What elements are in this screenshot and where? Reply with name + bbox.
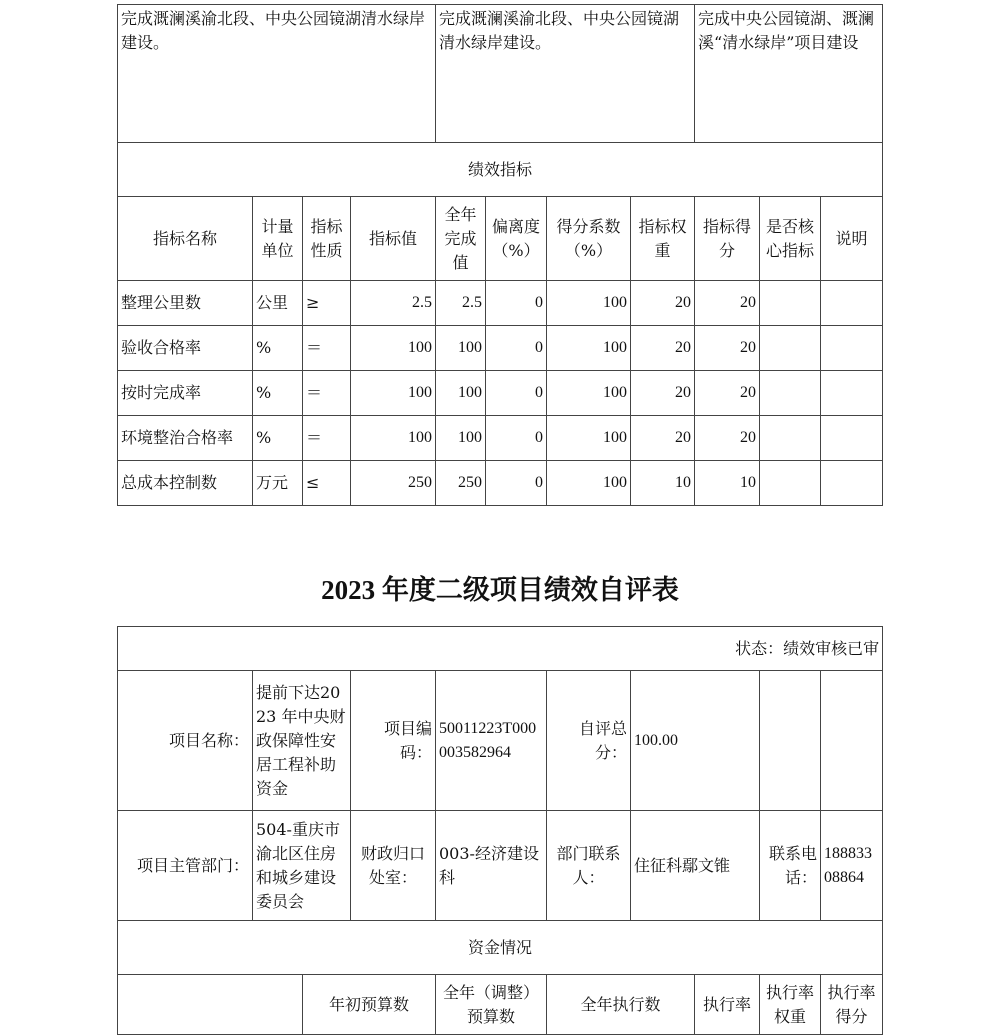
indicator-core — [760, 281, 821, 326]
indicator-coef: 100 — [547, 281, 631, 326]
indicator-nature: ＝ — [303, 416, 351, 461]
indicator-deviation: 0 — [486, 461, 547, 506]
table-row — [118, 326, 883, 371]
indicator-note — [821, 371, 883, 416]
dept-value: 504-重庆市渝北区住房和城乡建设委员会 — [253, 811, 351, 921]
indicator-core — [760, 326, 821, 371]
indicator-target: 100 — [351, 326, 436, 371]
finance-value: 003-经济建设科 — [436, 811, 547, 921]
table-row — [118, 281, 883, 326]
indicator-deviation: 0 — [486, 326, 547, 371]
indicator-note — [821, 281, 883, 326]
indicator-score: 10 — [695, 461, 760, 506]
project-code: 50011223T000003582964 — [436, 671, 547, 811]
funds-header-adjusted-budget: 全年（调整）预算数 — [436, 975, 547, 1035]
indicator-name: 总成本控制数 — [118, 461, 253, 506]
header-coef: 得分系数（%） — [547, 197, 631, 281]
indicator-unit: 公里 — [253, 281, 303, 326]
empty-cell — [760, 671, 821, 811]
contact-label: 部门联系人： — [547, 811, 631, 921]
header-deviation: 偏离度（%） — [486, 197, 547, 281]
funds-header-executed: 全年执行数 — [547, 975, 695, 1035]
funds-header-row — [118, 975, 883, 1035]
indicator-note — [821, 326, 883, 371]
indicator-actual: 2.5 — [436, 281, 486, 326]
indicator-unit: % — [253, 371, 303, 416]
phone-value: 18883308864 — [821, 811, 883, 921]
project-code-label: 项目编码： — [351, 671, 436, 811]
self-score: 100.00 — [631, 671, 760, 811]
finance-label: 财政归口处室： — [351, 811, 436, 921]
indicator-nature: ≥ — [303, 281, 351, 326]
table-row — [118, 461, 883, 506]
indicator-core — [760, 416, 821, 461]
project-name: 提前下达2023 年中央财政保障性安居工程补助资金 — [253, 671, 351, 811]
indicator-unit: 万元 — [253, 461, 303, 506]
indicator-core — [760, 461, 821, 506]
status-row — [118, 627, 883, 671]
indicator-weight: 20 — [631, 281, 695, 326]
status-text: 状态：绩效审核已审 — [118, 627, 883, 671]
indicator-name: 环境整治合格率 — [118, 416, 253, 461]
header-target: 指标值 — [351, 197, 436, 281]
self-score-label: 自评总分： — [547, 671, 631, 811]
funds-header-exec-weight: 执行率权重 — [760, 975, 821, 1035]
indicator-name: 整理公里数 — [118, 281, 253, 326]
document-title: 2023 年度二级项目绩效自评表 — [321, 575, 679, 605]
department-row — [118, 811, 883, 921]
indicator-actual: 100 — [436, 371, 486, 416]
header-score: 指标得分 — [695, 197, 760, 281]
dept-label: 项目主管部门： — [118, 811, 253, 921]
indicator-nature: ≤ — [303, 461, 351, 506]
section-title-row — [118, 143, 883, 197]
project-self-evaluation-table — [117, 626, 883, 1035]
header-unit: 计量单位 — [253, 197, 303, 281]
indicator-nature: ＝ — [303, 371, 351, 416]
project-info-row — [118, 671, 883, 811]
indicator-coef: 100 — [547, 416, 631, 461]
table-row — [118, 416, 883, 461]
indicator-deviation: 0 — [486, 371, 547, 416]
header-weight: 指标权重 — [631, 197, 695, 281]
indicator-note — [821, 461, 883, 506]
indicator-score: 20 — [695, 416, 760, 461]
indicator-name: 按时完成率 — [118, 371, 253, 416]
table-row — [118, 371, 883, 416]
header-actual: 全年完成值 — [436, 197, 486, 281]
indicator-score: 20 — [695, 281, 760, 326]
empty-cell — [821, 671, 883, 811]
indicator-score: 20 — [695, 326, 760, 371]
funds-header-exec-score: 执行率得分 — [821, 975, 883, 1035]
indicator-weight: 20 — [631, 416, 695, 461]
header-indicator-name: 指标名称 — [118, 197, 253, 281]
indicator-weight: 20 — [631, 371, 695, 416]
indicator-weight: 20 — [631, 326, 695, 371]
indicator-actual: 250 — [436, 461, 486, 506]
indicator-deviation: 0 — [486, 281, 547, 326]
indicator-target: 100 — [351, 371, 436, 416]
indicator-core — [760, 371, 821, 416]
indicator-actual: 100 — [436, 416, 486, 461]
header-note: 说明 — [821, 197, 883, 281]
header-row — [118, 197, 883, 281]
indicator-target: 2.5 — [351, 281, 436, 326]
indicator-score: 20 — [695, 371, 760, 416]
funds-title-row — [118, 921, 883, 975]
indicator-unit: % — [253, 326, 303, 371]
goal-text-2: 完成溉澜溪渝北段、中央公园镜湖清水绿岸建设。 — [436, 5, 695, 143]
indicator-target: 100 — [351, 416, 436, 461]
goal-text-3: 完成中央公园镜湖、溉澜溪“清水绿岸”项目建设 — [695, 5, 883, 143]
indicator-target: 250 — [351, 461, 436, 506]
indicator-coef: 100 — [547, 326, 631, 371]
indicator-coef: 100 — [547, 371, 631, 416]
performance-indicator-table — [117, 4, 883, 506]
indicator-coef: 100 — [547, 461, 631, 506]
section-title: 绩效指标 — [118, 143, 883, 197]
indicator-nature: ＝ — [303, 326, 351, 371]
indicator-deviation: 0 — [486, 416, 547, 461]
goal-text-1: 完成溉澜溪渝北段、中央公园镜湖清水绿岸建设。 — [118, 5, 436, 143]
funds-header-initial-budget: 年初预算数 — [303, 975, 436, 1035]
indicator-weight: 10 — [631, 461, 695, 506]
indicator-name: 验收合格率 — [118, 326, 253, 371]
funds-header-blank — [118, 975, 303, 1035]
header-core: 是否核心指标 — [760, 197, 821, 281]
goal-row — [118, 5, 883, 143]
funds-header-exec-rate: 执行率 — [695, 975, 760, 1035]
indicator-note — [821, 416, 883, 461]
indicator-actual: 100 — [436, 326, 486, 371]
contact-value: 住征科鄢文锥 — [631, 811, 760, 921]
header-nature: 指标性质 — [303, 197, 351, 281]
indicator-unit: % — [253, 416, 303, 461]
project-name-label: 项目名称： — [118, 671, 253, 811]
phone-label: 联系电话： — [760, 811, 821, 921]
funds-title: 资金情况 — [118, 921, 883, 975]
